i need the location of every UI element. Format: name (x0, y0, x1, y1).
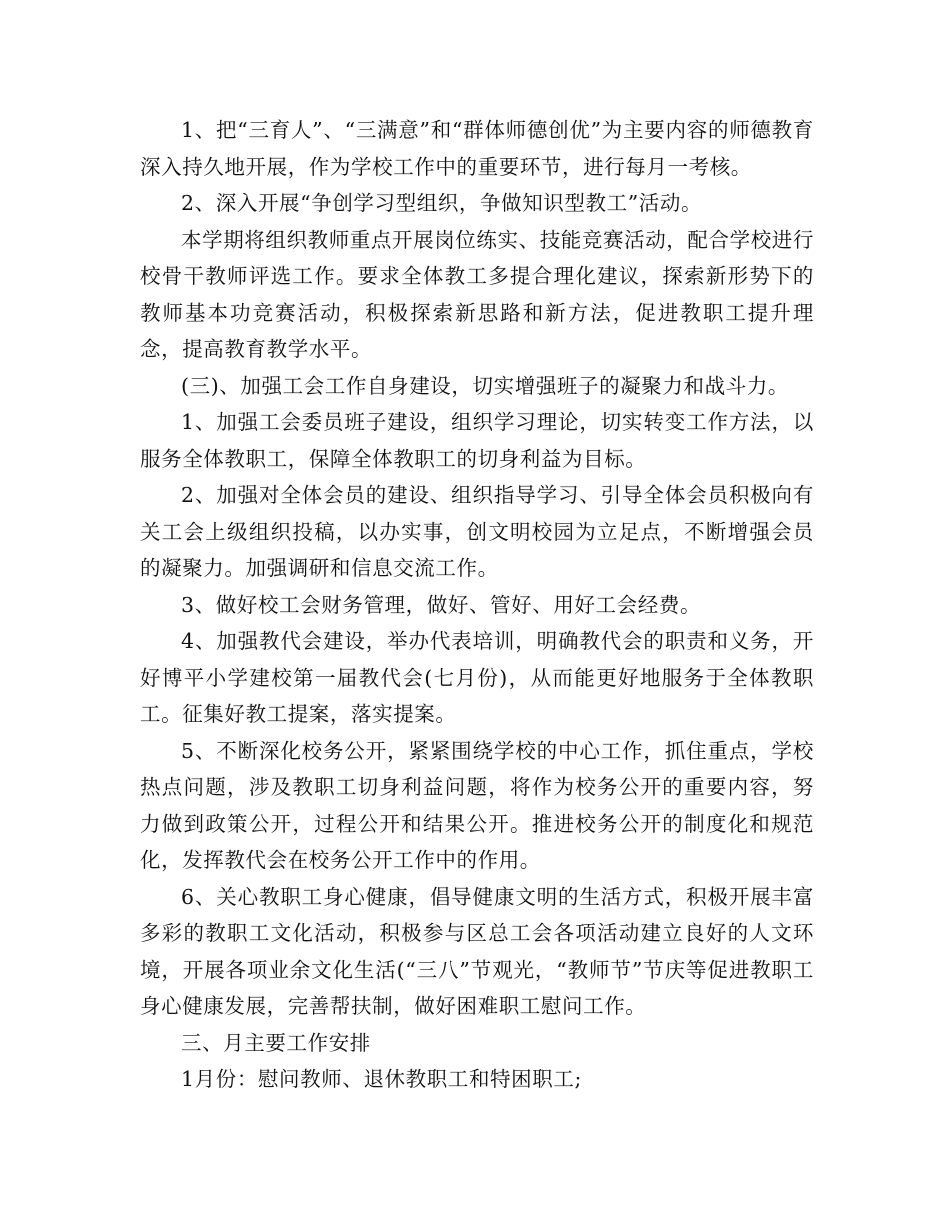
paragraph-6: 2、加强对全体会员的建设、组织指导学习、引导全体会员积极向有关工会上级组织投稿，以办实事，创文明校园为立足点，不断增强会员的凝聚力。加强调研和信息交流工作。 (140, 483, 814, 580)
section-heading-3: (三)、加强工会工作自身建设，切实增强班子的凝聚力和战斗力。 (181, 373, 789, 398)
paragraph-january: 1月份：慰问教师、退休教职工和特困职工; (181, 1067, 582, 1091)
paragraph-3: 本学期将组织教师重点开展岗位练实、技能竞赛活动，配合学校进行校骨干教师评选工作。要求全体教工多提合理化建议，探索新形势下的教师基本功竞赛活动，积极探索新思路和新方法，促进教职工提升理念，提高教育教学水平。 (140, 227, 814, 361)
section-heading-monthly-plan: 三、月主要工作安排 (181, 1030, 371, 1055)
paragraph-1: 1、把“三育人”、“三满意”和“群体师德创优”为主要内容的师德教育深入持久地开展，作为学校工作中的重要环节，进行每月一考核。 (140, 118, 814, 179)
paragraph-7: 3、做好校工会财务管理，做好、管好、用好工会经费。 (181, 592, 702, 617)
paragraph-10: 6、关心教职工身心健康，倡导健康文明的生活方式，积极开展丰富多彩的教职工文化活动，积极参与区总工会各项活动建立良好的人文环境，开展各项业余文化生活(“三八”节观光，“教师节”节庆等促进教职工身心健康发展，完善帮扶制，做好困难职工慰问工作。 (140, 884, 814, 1018)
paragraph-9: 5、不断深化校务公开，紧紧围绕学校的中心工作，抓住重点，学校热点问题，涉及教职工切身利益问题，将作为校务公开的重要内容，努力做到政策公开，过程公开和结果公开。推进校务公开的制度化和规范化，发挥教代会在校务公开工作中的作用。 (140, 738, 814, 872)
paragraph-5: 1、加强工会委员班子建设，组织学习理论，切实转变工作方法，以服务全体教职工，保障全体教职工的切身利益为目标。 (140, 410, 814, 471)
document-body (140, 112, 814, 1098)
paragraph-8: 4、加强教代会建设，举办代表培训，明确教代会的职责和义务，开好博平小学建校第一届教代会(七月份)，从而能更好地服务于全体教职工。征集好教工提案，落实提案。 (140, 629, 814, 726)
paragraph-2: 2、深入开展“争创学习型组织，争做知识型教工”活动。 (181, 191, 703, 215)
